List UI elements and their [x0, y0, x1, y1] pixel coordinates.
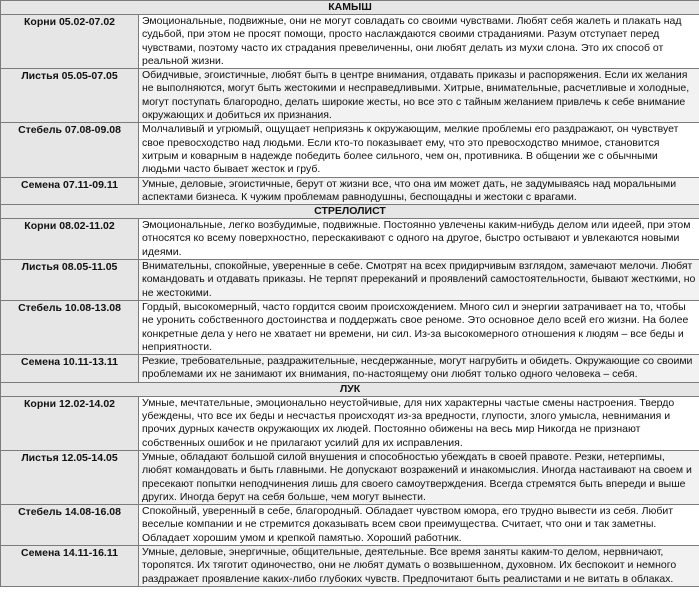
period-label: Корни 05.02-07.02	[1, 15, 139, 69]
period-label: Листья 05.05-07.05	[1, 69, 139, 123]
table-row	[1, 355, 699, 383]
description-cell: Спокойный, уверенный в себе, благородный. Обладает чувством юмора, его трудно вывести из себя. Любит веселые компании и не стремится доказывать всем свои преимущества. Считает, что они и так заметны. Обладает хорошим умом и крепкой памятью. Хороший работник.	[139, 505, 699, 546]
table-row	[1, 505, 699, 546]
description-cell: Гордый, высокомерный, часто гордится своим происхождением. Много сил и энергии затрачивает на то, чтобы не уронить собственного достоинства и поддержать свое реноме. Это основное дело всей его жизни. На более конкретные дела у него не хватает ни времени, ни сил. Из-за высокомерного отношения к людям – все беды и неприятности.	[139, 300, 699, 354]
section-header-row	[1, 382, 699, 396]
description-cell: Умные, мечтательные, эмоционально неустойчивые, для них характерны частые смены настроения. Твердо убеждены, что все их беды и несчастья происходят из-за вредности, глупости, злого умысла, невнимания и прочих дурных качеств окружающих их людей. Постоянно обижены на весь мир Никогда не признают собственных ошибок и не прилагают усилий для их исправления.	[139, 396, 699, 450]
table-row	[1, 300, 699, 354]
period-label: Стебель 10.08-13.08	[1, 300, 139, 354]
description-cell: Молчаливый и угрюмый, ощущает неприязнь к окружающим, мелкие проблемы его раздражают, он чувствует свое превосходство над людьми. Если кто-то показывает ему, что это превосходство мнимое, становится хитрым и коварным в надежде победить более сильного, чем он, противника. В общении же с обычными людьми часто бывает жесток и груб.	[139, 123, 699, 177]
table-row	[1, 260, 699, 301]
table-row	[1, 450, 699, 504]
description-cell: Умные, обладают большой силой внушения и способностью убеждать в своей правоте. Резки, нетерпимы, любят командовать и быть главными. Не допускают возражений и инакомыслия. Иногда настаивают на своем и пресекают попытки неподчинения лишь для своего самоутверждения. Всегда стремятся быть впереди и выше других. Иногда берут на себя больше, чем могут вынести.	[139, 450, 699, 504]
description-cell: Обидчивые, эгоистичные, любят быть в центре внимания, отдавать приказы и распоряжения. Если их желания не выполняются, могут быть жестокими и несправедливыми. Хитрые, внимательные, расчетливые и холодные, могут поступать благородно, делать широкие жесты, но все это с тайным желанием привлечь к себе внимание окружающих и добиться их признания.	[139, 69, 699, 123]
period-label: Листья 12.05-14.05	[1, 450, 139, 504]
description-cell: Умные, деловые, эгоистичные, берут от жизни все, что она им может дать, не задумываясь над моральными аспектами бизнеса. К чужим проблемам равнодушны, беспощадны и жестоки с врагами.	[139, 177, 699, 205]
period-label: Стебель 07.08-09.08	[1, 123, 139, 177]
table-row	[1, 219, 699, 260]
period-label: Листья 08.05-11.05	[1, 260, 139, 301]
table-row	[1, 15, 699, 69]
table-row	[1, 123, 699, 177]
table-row	[1, 545, 699, 586]
section-title: ЛУК	[1, 382, 699, 396]
description-cell: Эмоциональные, подвижные, они не могут совладать со своими чувствами. Любят себя жалеть и плакать над судьбой, при этом не просят помощи, просто наслаждаются своими страданиями. Разум отступает перед чувствами, поэтому часто их страдания превеличенны, они любят делать из мухи слона. Это их способ от реальной жизни.	[139, 15, 699, 69]
description-cell: Резкие, требовательные, раздражительные, несдержанные, могут нагрубить и обидеть. Окружающие со своими проблемами их не занимают их внимания, по-настоящему они любят только одного человека – себя.	[139, 355, 699, 383]
description-cell: Умные, деловые, энергичные, общительные, деятельные. Все время заняты каким-то делом, нервничают, торопятся. Их тяготит одиночество, они не любят думать о возвышенном, духовном. Их беспокоит и немного раздражает проявление каких-либо глубоких чувств. Предпочитают быть реалистами и не витать в облаках.	[139, 545, 699, 586]
section-header-row	[1, 1, 699, 15]
period-label: Корни 12.02-14.02	[1, 396, 139, 450]
period-label: Семена 10.11-13.11	[1, 355, 139, 383]
table-body	[1, 1, 699, 587]
description-cell: Эмоциональные, легко возбудимые, подвижные. Постоянно увлечены каким-нибудь делом или идеей, при этом относятся ко всему поверхностно, перескакивают с одного на другое, быстро остывают и увлекаются новыми идеями.	[139, 219, 699, 260]
table-row	[1, 396, 699, 450]
table-row	[1, 69, 699, 123]
section-header-row	[1, 205, 699, 219]
section-title: СТРЕЛОЛИСТ	[1, 205, 699, 219]
description-cell: Внимательны, спокойные, уверенные в себе. Смотрят на всех придирчивым взглядом, замечают мелочи. Любят командовать и отдавать приказы. Не терпят пререканий и проявлений самостоятельности, бывают жесткими, но не жестокими.	[139, 260, 699, 301]
period-label: Стебель 14.08-16.08	[1, 505, 139, 546]
period-label: Семена 07.11-09.11	[1, 177, 139, 205]
table-row	[1, 177, 699, 205]
period-label: Семена 14.11-16.11	[1, 545, 139, 586]
section-title: КАМЫШ	[1, 1, 699, 15]
period-label: Корни 08.02-11.02	[1, 219, 139, 260]
